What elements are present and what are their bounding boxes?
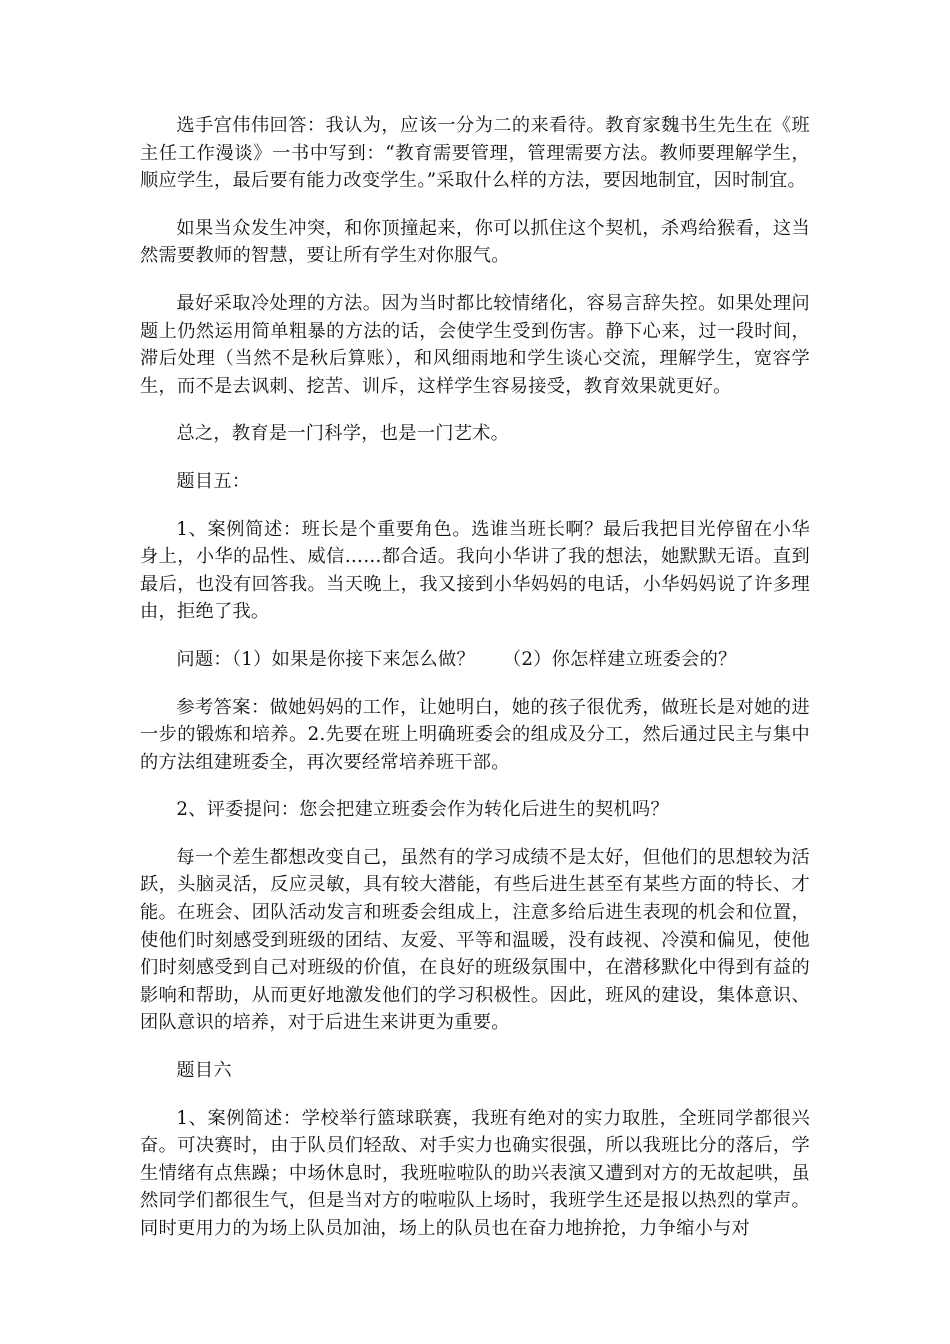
conflict-paragraph: 如果当众发生冲突，和你顶撞起来，你可以抓住这个契机，杀鸡给猴看，这当然需要教师的智慧，要让所有学生对你服气。 (140, 217, 810, 267)
reference-answer-paragraph: 参考答案：做她妈妈的工作，让她明白，她的孩子很优秀，做班长是对她的进一步的锻炼和培养。2.先要在班上明确班委会的组成及分工，然后通过民主与集中的方法组建班委全，再次要经常培养班干部。 (140, 696, 810, 773)
case-one-paragraph: 1、案例简述：班长是个重要角色。选谁当班长啊？最后我把目光停留在小华身上，小华的品性、威信……都合适。我向小华讲了我的想法，她默默无语。直到最后，也没有回答我。当天晚上，我又接到小华妈妈的电话，小华妈妈说了许多理由，拒绝了我。 (140, 518, 810, 623)
question-paragraph: 问题：（1）如果是你接下来怎么做？ （2）你怎样建立班委会的？ (176, 648, 737, 670)
topic-six-heading: 题目六 (176, 1060, 232, 1082)
underachiever-paragraph: 每一个差生都想改变自己，虽然有的学习成绩不是太好，但他们的思想较为活跃，头脑灵活，反应灵敏，具有较大潜能，有些后进生甚至有某些方面的特长、才能。在班会、团队活动发言和班委会组成上，注意多给后进生表现的机会和位置，使他们时刻感受到班级的团结、友爱、平等和温暖，没有歧视、冷漠和偏见，使他们时刻感受到自己对班级的价值，在良好的班级氛围中，在潜移默化中得到有益的影响和帮助，从而更好地激发他们的学习积极性。因此，班风的建设，集体意识、团队意识的培养，对于后进生来讲更为重要。 (140, 846, 810, 1034)
judge-question-paragraph: 2、评委提问：您会把建立班委会作为转化后进生的契机吗？ (176, 799, 669, 821)
topic-five-heading: 题目五： (176, 470, 251, 492)
answer-paragraph: 选手宫伟伟回答：我认为，应该一分为二的来看待。教育家魏书生先生在《班主任工作漫谈》一书中写到：“教育需要管理，管理需要方法。教师要理解学生，顺应学生，最后要有能力改变学生。”采取什么样的方法，要因地制宜，因时制宜。 (140, 115, 810, 192)
cold-handling-paragraph: 最好采取冷处理的方法。因为当时都比较情绪化，容易言辞失控。如果处理问题上仍然运用简单粗暴的方法的话，会使学生受到伤害。静下心来，过一段时间，滞后处理（当然不是秋后算账），和风细雨地和学生谈心交流，理解学生，宽容学生，而不是去讽刺、挖苦、训斥，这样学生容易接受，教育效果就更好。 (140, 292, 810, 397)
basketball-case-paragraph: 1、案例简述：学校举行篮球联赛，我班有绝对的实力取胜，全班同学都很兴奋。可决赛时，由于队员们轻敌、对手实力也确实很强，所以我班比分的落后，学生情绪有点焦躁；中场休息时，我班啦啦队的助兴表演又遭到对方的无故起哄，虽然同学们都很生气，但是当对方的啦啦队上场时，我班学生还是报以热烈的掌声。同时更用力的为场上队员加油，场上的队员也在奋力地拚抢，力争缩小与对 (140, 1107, 810, 1239)
summary-paragraph: 总之，教育是一门科学，也是一门艺术。 (176, 423, 510, 445)
